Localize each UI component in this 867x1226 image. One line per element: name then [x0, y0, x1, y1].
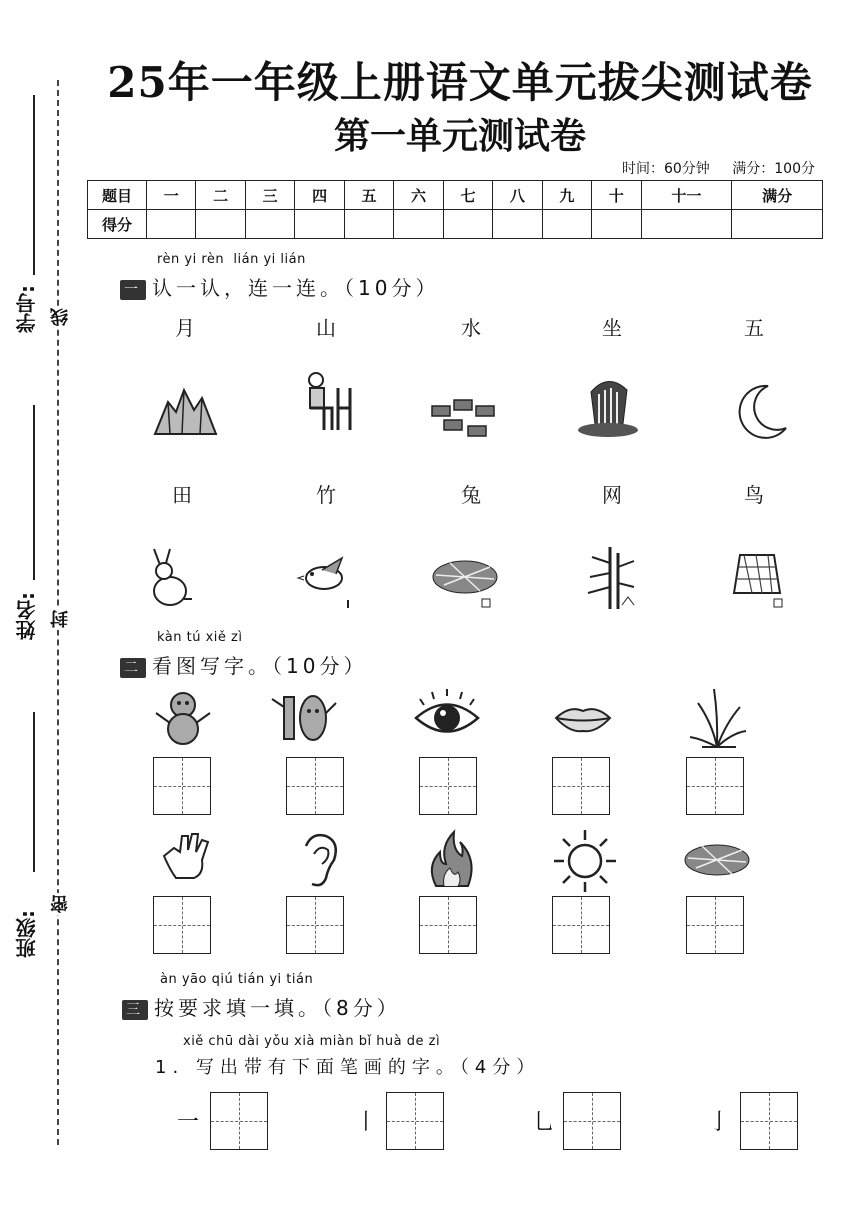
sitting-person-icon[interactable] [292, 368, 362, 438]
stroke-heng: 一 [177, 1110, 200, 1135]
time-limit: 时间：60分钟 [621, 161, 710, 177]
char-item: 坐 [602, 316, 622, 340]
table-cell: 满分 [732, 181, 823, 210]
table-cell: 一 [147, 181, 196, 210]
seal-mi-char: 密 [48, 893, 74, 915]
section3-pinyin: àn yāo qiú tián yi tián [160, 972, 314, 987]
name-blank[interactable] [33, 405, 35, 580]
table-cell: 七 [443, 181, 492, 210]
writing-grid[interactable] [686, 896, 744, 954]
score-table-header-row [88, 181, 823, 210]
writing-grid[interactable] [419, 757, 477, 815]
score-input-cell[interactable] [542, 210, 591, 239]
hand-icon [150, 826, 220, 896]
section3-heading-text: 按要求填一填。（8分） [154, 996, 401, 1020]
section3-number: 三 [122, 1000, 148, 1020]
char-item: 月 [175, 316, 195, 340]
char-item: 网 [602, 483, 622, 507]
writing-grid[interactable] [286, 896, 344, 954]
mountain-icon[interactable] [150, 372, 220, 442]
stroke-shu: 丨 [355, 1110, 378, 1135]
writing-grid[interactable] [552, 757, 610, 815]
table-cell: 五 [344, 181, 393, 210]
score-input-cell[interactable] [493, 210, 542, 239]
writing-grid[interactable] [740, 1092, 798, 1150]
score-input-cell[interactable] [641, 210, 732, 239]
score-input-cell[interactable] [732, 210, 823, 239]
section2-pinyin: kàn tú xiě zì [157, 630, 243, 645]
stroke-shuwangou: 乚 [533, 1110, 556, 1135]
question1-pinyin: xiě chū dài yǒu xià miàn bǐ huà de zì [183, 1034, 441, 1049]
exam-meta [604, 158, 815, 178]
writing-grid[interactable] [419, 896, 477, 954]
fire-icon [416, 826, 486, 896]
table-cell: 三 [245, 181, 294, 210]
student-id-label: 学号: [15, 285, 39, 333]
question1-text: 1. 写出带有下面笔画的字。（4分） [155, 1057, 541, 1078]
class-blank[interactable] [33, 712, 35, 872]
student-id-blank[interactable] [33, 95, 35, 275]
char-item: 水 [461, 316, 481, 340]
page-title: 25年一年级上册语文单元拔尖测试卷 [107, 58, 813, 107]
full-score: 满分：100分 [732, 161, 815, 177]
stroke-shugou: 亅 [708, 1110, 731, 1135]
name-label: 姓名: [15, 592, 39, 640]
writing-grid[interactable] [686, 757, 744, 815]
writing-grid[interactable] [153, 896, 211, 954]
score-input-cell[interactable] [245, 210, 294, 239]
field-icon[interactable] [430, 545, 500, 615]
writing-grid[interactable] [563, 1092, 621, 1150]
char-item: 竹 [316, 483, 336, 507]
bamboo-icon[interactable] [570, 543, 640, 613]
grass-icon [682, 683, 752, 753]
sun-icon [550, 826, 620, 896]
writing-grid[interactable] [386, 1092, 444, 1150]
writing-grid[interactable] [552, 896, 610, 954]
section1-heading-text: 认一认，连一连。（10分） [152, 276, 440, 300]
table-cell: 九 [542, 181, 591, 210]
section3-heading [122, 992, 401, 1021]
net-icon[interactable] [722, 545, 792, 615]
score-input-cell[interactable] [443, 210, 492, 239]
seal-line-char: 线 [48, 306, 74, 328]
score-table-score-row [88, 210, 823, 239]
char-item: 田 [172, 483, 192, 507]
mouth-icon [548, 683, 618, 753]
score-input-cell[interactable] [344, 210, 393, 239]
eye-icon [412, 683, 482, 753]
section1-heading [120, 272, 439, 301]
class-label: 班级: [15, 910, 39, 958]
section2-number: 二 [120, 658, 146, 678]
waterfall-icon[interactable] [573, 372, 643, 442]
ear-icon [282, 826, 352, 896]
writing-grid[interactable] [210, 1092, 268, 1150]
score-input-cell[interactable] [147, 210, 196, 239]
char-item: 兔 [461, 483, 481, 507]
table-cell: 四 [295, 181, 344, 210]
table-cell: 十一 [641, 181, 732, 210]
seal-feng-char: 封 [48, 608, 74, 630]
rabbit-icon[interactable] [140, 545, 210, 615]
writing-grid[interactable] [153, 757, 211, 815]
score-input-cell[interactable] [196, 210, 245, 239]
writing-grid[interactable] [286, 757, 344, 815]
bird-icon[interactable] [292, 548, 362, 618]
table-cell: 八 [493, 181, 542, 210]
table-cell: 二 [196, 181, 245, 210]
char-item: 鸟 [744, 483, 764, 507]
section1-number: 一 [120, 280, 146, 300]
section1-pinyin: rèn yi rèn lián yi lián [157, 252, 306, 267]
score-table [87, 180, 823, 239]
page-subtitle: 第一单元测试卷 [333, 115, 586, 157]
number-eight-icon [148, 683, 218, 753]
score-input-cell[interactable] [295, 210, 344, 239]
score-input-cell[interactable] [394, 210, 443, 239]
number-ten-icon [268, 683, 338, 753]
score-input-cell[interactable] [592, 210, 641, 239]
field-icon [682, 826, 752, 896]
table-cell: 题目 [88, 181, 147, 210]
table-cell: 得分 [88, 210, 147, 239]
char-item: 山 [316, 316, 336, 340]
table-cell: 十 [592, 181, 641, 210]
char-item: 五 [744, 316, 764, 340]
bricks-icon[interactable] [428, 385, 498, 455]
section2-heading [120, 650, 367, 679]
moon-icon[interactable] [728, 378, 798, 448]
section2-heading-text: 看图写字。（10分） [152, 654, 368, 678]
table-cell: 六 [394, 181, 443, 210]
